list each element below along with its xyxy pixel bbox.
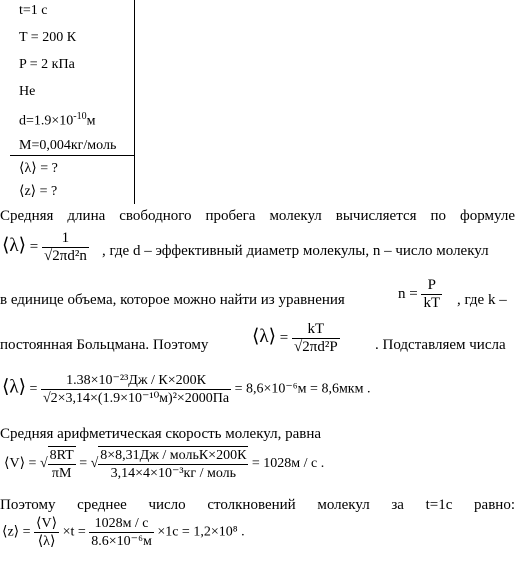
given-pressure: P = 2 кПа xyxy=(19,57,75,72)
paragraph-4: Средняя арифметическая скорость молекул, равна xyxy=(0,426,322,442)
paragraph-2-continued: , где k – xyxy=(457,292,507,308)
paragraph-1-continued: , где d – эффективный диаметр молекулы, n – число молекул xyxy=(102,243,489,259)
formula-collisions: ⟨z⟩ = $\frac{⟨V⟩}{⟨\lambda⟩}$ ×t = $\frac{1028м / с}{\text{8.6×10⁻⁶м}}$ ×1с = 1,2×10⁸ . xyxy=(2,516,245,549)
given-temperature: T = 200 К xyxy=(19,30,77,45)
formula-concentration: n = $\frac{P}{kT}$ xyxy=(398,277,441,311)
formula-mean-free-path-kt: ⟨λ⟩ = $\frac{kT}{\text{√2πd²P}}$ xyxy=(252,321,338,355)
given-time: t=1 с xyxy=(19,3,48,18)
given-diameter: $d=1.9\times 10^{-10}м$ xyxy=(19,111,96,129)
paragraph-5: Поэтому среднее число столкновений молекул за t=1с равно: xyxy=(0,497,515,513)
given-molar-mass: M=0,004кг/моль xyxy=(19,138,117,153)
formula-substitution: ⟨λ⟩ = $\frac{\text{1.38×10⁻²³Дж / К×200К}}{\text{√2×3,14×(1.9×10⁻¹⁰м)²×2000Па}}$ = 8,6×10⁻⁶м = 8,6мкм . xyxy=(2,373,371,406)
paragraph-1: Средняя длина свободного пробега молекул вычисляется по формуле xyxy=(0,208,515,224)
given-divider-vertical xyxy=(134,0,135,204)
given-divider-horizontal xyxy=(10,155,135,156)
paragraph-3-continued: . Подставляем числа xyxy=(375,337,506,353)
find-collisions: ⟨z⟩ = ? xyxy=(19,184,58,199)
given-gas: He xyxy=(19,84,36,99)
paragraph-2: в единице объема, которое можно найти из уравнения xyxy=(0,292,345,308)
formula-mean-free-path: ⟨λ⟩ = $\frac{1}{\text{√2πd²n}}$ xyxy=(2,230,87,264)
find-mean-free-path: ⟨λ⟩ = ? xyxy=(19,161,58,176)
paragraph-3: постоянная Больцмана. Поэтому xyxy=(0,337,209,353)
formula-mean-velocity: ⟨V⟩ = √ $\frac{8RT}{\pi M}$ = √ $\frac{\text{8×8,31Дж / мольК×200К}}{\text{3,14×4×10⁻³кг / моль}}$ = 1028м / с . xyxy=(4,448,325,481)
